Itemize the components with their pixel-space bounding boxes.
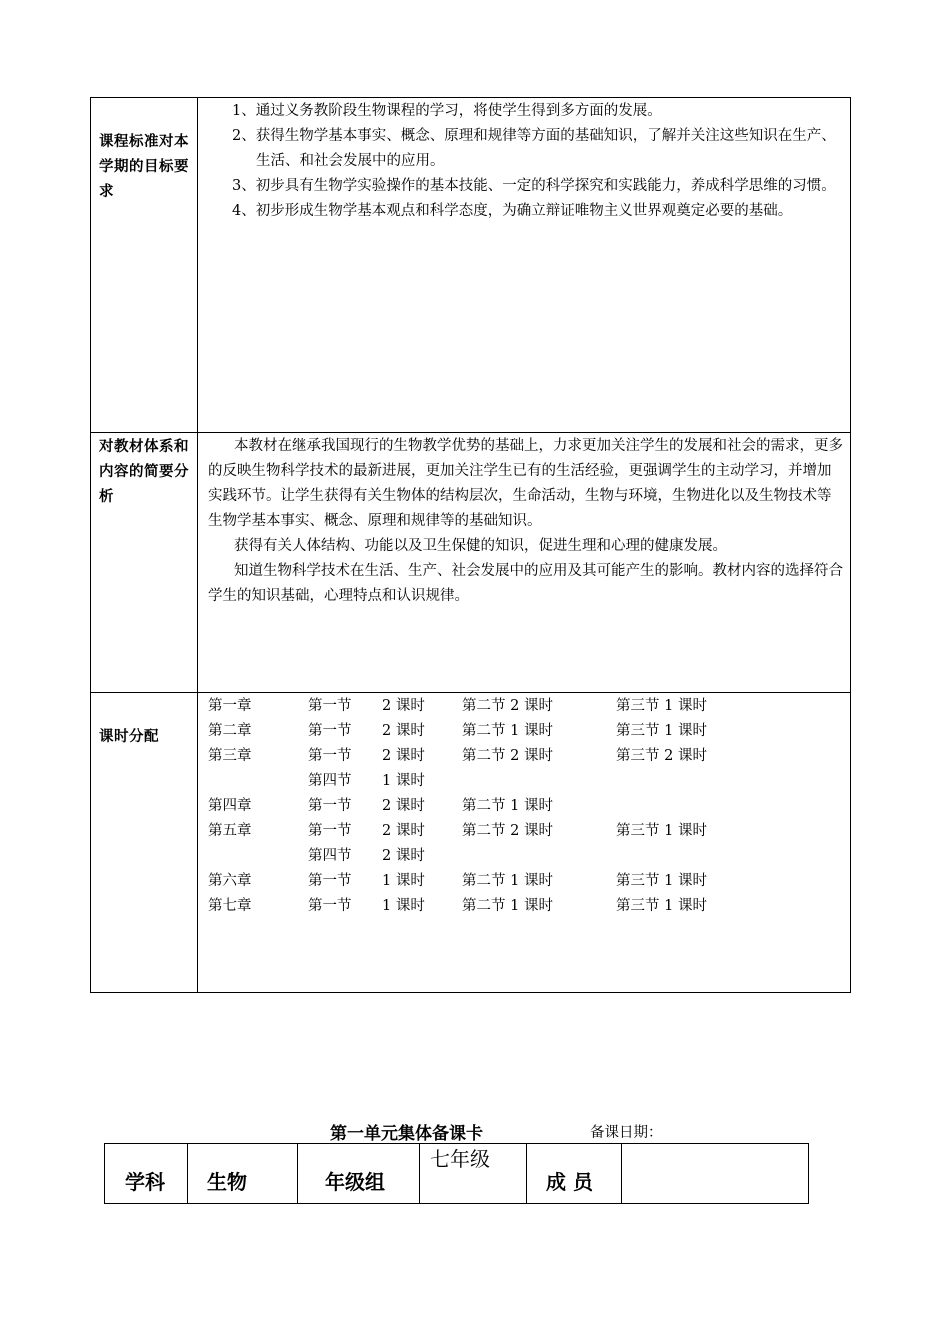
- members-label: 成 员: [546, 1170, 593, 1194]
- hours-cell: 1 课时: [382, 898, 425, 914]
- section-cell: 第一节: [308, 698, 352, 714]
- hours-cell: 2 课时: [382, 798, 425, 814]
- analysis-content: [208, 434, 844, 609]
- section-hours-cell: 第二节 1 课时: [462, 898, 553, 914]
- section-hours-cell: 第二节 1 课时: [462, 723, 553, 739]
- analysis-paragraph: 知道生物科学技术在生活、生产、社会发展中的应用及其可能产生的影响。教材内容的选择符合学生的知识基础，心理特点和认识规律。: [208, 563, 843, 604]
- grade-label: 年级组: [325, 1170, 385, 1194]
- chapter-cell: 第六章: [208, 873, 252, 889]
- hours-row: [208, 819, 844, 844]
- goal-item: 2、获得生物学基本事实、概念、原理和规律等方面的基础知识，了解并关注这些知识在生产、生活、和社会发展中的应用。: [232, 128, 836, 169]
- curriculum-table: [90, 97, 851, 993]
- hours-row: [208, 794, 844, 819]
- section-hours-cell: 第二节 1 课时: [462, 798, 553, 814]
- section-cell: 第一节: [308, 823, 352, 839]
- hours-cell: 2 课时: [382, 748, 425, 764]
- analysis-paragraph: 获得有关人体结构、功能以及卫生保健的知识，促进生理和心理的健康发展。: [234, 538, 727, 554]
- section-hours-cell: 第三节 2 课时: [616, 748, 707, 764]
- chapter-cell: 第七章: [208, 898, 252, 914]
- column-divider: [197, 98, 198, 992]
- goal-item: 4、初步形成生物学基本观点和科学态度，为确立辩证唯物主义世界观奠定必要的基础。: [232, 203, 793, 219]
- goal-item: 3、初步具有生物学实验操作的基本技能、一定的科学探究和实践能力，养成科学思维的习惯。: [232, 178, 836, 194]
- hours-row: [208, 869, 844, 894]
- row-divider: [91, 692, 850, 693]
- hours-cell: 2 课时: [382, 698, 425, 714]
- section-hours-cell: 第三节 1 课时: [616, 723, 707, 739]
- section-hours-cell: 第二节 2 课时: [462, 823, 553, 839]
- hours-cell: 2 课时: [382, 723, 425, 739]
- prep-card-table: [104, 1143, 809, 1204]
- section-cell: 第四节: [308, 848, 352, 864]
- hours-content: [208, 694, 844, 919]
- section-cell: 第四节: [308, 773, 352, 789]
- hours-row: [208, 744, 844, 769]
- analysis-label: 对教材体系和内容的简要分析: [99, 439, 189, 505]
- subject-label: 学科: [125, 1170, 165, 1194]
- chapter-cell: 第一章: [208, 698, 252, 714]
- section-cell: 第一节: [308, 898, 352, 914]
- hours-cell: 2 课时: [382, 823, 425, 839]
- row-divider: [91, 432, 850, 433]
- section-hours-cell: 第三节 1 课时: [616, 873, 707, 889]
- chapter-cell: 第二章: [208, 723, 252, 739]
- hours-cell: 1 课时: [382, 873, 425, 889]
- hours-cell: 1 课时: [382, 773, 425, 789]
- hours-row: [208, 694, 844, 719]
- hours-label: 课时分配: [99, 729, 159, 745]
- analysis-paragraph: 本教材在继承我国现行的生物教学优势的基础上，力求更加关注学生的发展和社会的需求，更多的反映生物科学技术的最新进展，更加关注学生已有的生活经验，更强调学生的主动学习，并增加实践环节。让学生获得有关生物体的结构层次，生命活动，生物与环境，生物进化以及生物技术等生物学基本事实、概念、原理和规律等的基础知识。: [208, 438, 843, 529]
- date-label: 备课日期：: [590, 1125, 663, 1141]
- chapter-cell: 第四章: [208, 798, 252, 814]
- section-hours-cell: 第三节 1 课时: [616, 898, 707, 914]
- hours-row: [208, 844, 844, 869]
- section-hours-cell: 第二节 2 课时: [462, 698, 553, 714]
- card-title: 第一单元集体备课卡: [330, 1124, 483, 1144]
- goals-content: [208, 99, 844, 224]
- section-cell: 第一节: [308, 748, 352, 764]
- goals-label: 课程标准对本学期的目标要求: [99, 134, 189, 200]
- hours-row: [208, 894, 844, 919]
- section-hours-cell: 第三节 1 课时: [616, 698, 707, 714]
- chapter-cell: 第五章: [208, 823, 252, 839]
- hours-row: [208, 719, 844, 744]
- hours-row: [208, 769, 844, 794]
- hours-cell: 2 课时: [382, 848, 425, 864]
- section-hours-cell: 第二节 1 课时: [462, 873, 553, 889]
- section-cell: 第一节: [308, 798, 352, 814]
- grade-value: 七年级: [430, 1147, 490, 1171]
- chapter-cell: 第三章: [208, 748, 252, 764]
- section-cell: 第一节: [308, 723, 352, 739]
- section-hours-cell: 第三节 1 课时: [616, 823, 707, 839]
- section-cell: 第一节: [308, 873, 352, 889]
- goal-item: 1、通过义务教阶段生物课程的学习，将使学生得到多方面的发展。: [232, 103, 662, 119]
- subject-value: 生物: [207, 1170, 247, 1194]
- section-hours-cell: 第二节 2 课时: [462, 748, 553, 764]
